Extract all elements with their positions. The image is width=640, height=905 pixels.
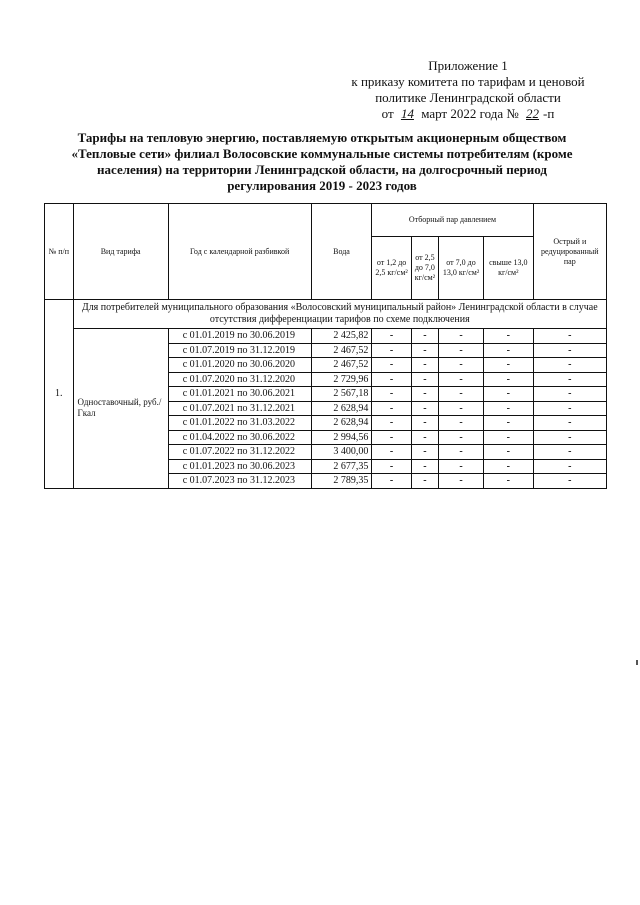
header-sharp: Острый и редуцированный пар bbox=[533, 204, 606, 300]
empty-value-cell: - bbox=[411, 343, 438, 358]
annex-title: Приложение 1 bbox=[428, 58, 508, 73]
empty-value-cell: - bbox=[411, 416, 438, 431]
header-steam-1: от 1,2 до 2,5 кг/см² bbox=[372, 237, 411, 300]
empty-value-cell: - bbox=[372, 445, 411, 460]
empty-value-cell: - bbox=[411, 387, 438, 402]
period-cell: с 01.01.2021 по 30.06.2021 bbox=[168, 387, 311, 402]
empty-value-cell: - bbox=[484, 329, 534, 344]
water-value-cell: 2 628,94 bbox=[311, 401, 372, 416]
header-steam-group: Отборный пар давлением bbox=[372, 204, 533, 237]
annex-order-ref: к приказу комитета по тарифам и ценовой bbox=[351, 74, 585, 89]
empty-value-cell: - bbox=[484, 430, 534, 445]
water-value-cell: 2 628,94 bbox=[311, 416, 372, 431]
header-steam-3: от 7,0 до 13,0 кг/см² bbox=[439, 237, 484, 300]
empty-value-cell: - bbox=[411, 459, 438, 474]
period-cell: с 01.07.2020 по 31.12.2020 bbox=[168, 372, 311, 387]
period-cell: с 01.07.2023 по 31.12.2023 bbox=[168, 474, 311, 489]
empty-value-cell: - bbox=[484, 416, 534, 431]
annex-committee: политике Ленинградской области bbox=[375, 90, 561, 105]
row-index: 1. bbox=[45, 300, 74, 489]
water-value-cell: 2 425,82 bbox=[311, 329, 372, 344]
tariff-table bbox=[44, 203, 607, 489]
empty-value-cell: - bbox=[484, 372, 534, 387]
empty-value-cell: - bbox=[439, 387, 484, 402]
empty-value-cell: - bbox=[439, 358, 484, 373]
empty-value-cell: - bbox=[533, 329, 606, 344]
period-cell: с 01.07.2019 по 31.12.2019 bbox=[168, 343, 311, 358]
water-value-cell: 2 994,56 bbox=[311, 430, 372, 445]
water-value-cell: 2 467,52 bbox=[311, 358, 372, 373]
empty-value-cell: - bbox=[439, 445, 484, 460]
empty-value-cell: - bbox=[439, 343, 484, 358]
water-value-cell: 3 400,00 bbox=[311, 445, 372, 460]
empty-value-cell: - bbox=[533, 474, 606, 489]
empty-value-cell: - bbox=[533, 343, 606, 358]
empty-value-cell: - bbox=[372, 474, 411, 489]
document-title: Тарифы на тепловую энергию, поставляемую открытым акционерным обществом «Тепловые сети» филиал Волосовские коммунальные системы потребителям (кроме населения) на территории Ленинградской области, на долгосрочный период регулирования 2019 - 2023 годов bbox=[71, 130, 573, 193]
period-cell: с 01.01.2020 по 30.06.2020 bbox=[168, 358, 311, 373]
empty-value-cell: - bbox=[439, 459, 484, 474]
empty-value-cell: - bbox=[411, 358, 438, 373]
order-number: 22 bbox=[526, 106, 540, 121]
water-value-cell: 2 567,18 bbox=[311, 387, 372, 402]
empty-value-cell: - bbox=[533, 459, 606, 474]
empty-value-cell: - bbox=[484, 401, 534, 416]
empty-value-cell: - bbox=[439, 372, 484, 387]
margin-mark bbox=[636, 660, 638, 665]
empty-value-cell: - bbox=[533, 401, 606, 416]
header-water: Вода bbox=[311, 204, 372, 300]
period-cell: с 01.01.2019 по 30.06.2019 bbox=[168, 329, 311, 344]
water-value-cell: 2 467,52 bbox=[311, 343, 372, 358]
date-day: 14 bbox=[400, 106, 414, 121]
empty-value-cell: - bbox=[372, 401, 411, 416]
period-cell: с 01.01.2023 по 30.06.2023 bbox=[168, 459, 311, 474]
empty-value-cell: - bbox=[484, 459, 534, 474]
empty-value-cell: - bbox=[411, 329, 438, 344]
empty-value-cell: - bbox=[439, 474, 484, 489]
header-steam-2: от 2,5 до 7,0 кг/см² bbox=[411, 237, 438, 300]
empty-value-cell: - bbox=[372, 358, 411, 373]
empty-value-cell: - bbox=[411, 474, 438, 489]
header-year: Год с календарной разбивкой bbox=[168, 204, 311, 300]
empty-value-cell: - bbox=[533, 387, 606, 402]
empty-value-cell: - bbox=[484, 343, 534, 358]
empty-value-cell: - bbox=[533, 372, 606, 387]
header-type: Вид тарифа bbox=[73, 204, 168, 300]
empty-value-cell: - bbox=[439, 416, 484, 431]
empty-value-cell: - bbox=[533, 445, 606, 460]
date-prefix: от bbox=[381, 106, 394, 121]
empty-value-cell: - bbox=[372, 416, 411, 431]
period-cell: с 01.07.2021 по 31.12.2021 bbox=[168, 401, 311, 416]
annex-block bbox=[338, 58, 598, 122]
empty-value-cell: - bbox=[439, 430, 484, 445]
empty-value-cell: - bbox=[411, 445, 438, 460]
water-value-cell: 2 729,96 bbox=[311, 372, 372, 387]
empty-value-cell: - bbox=[372, 343, 411, 358]
date-suffix: -п bbox=[543, 106, 555, 121]
empty-value-cell: - bbox=[439, 329, 484, 344]
empty-value-cell: - bbox=[484, 387, 534, 402]
water-value-cell: 2 677,35 bbox=[311, 459, 372, 474]
tariff-type: Одноставочный, руб./Гкал bbox=[73, 329, 168, 489]
empty-value-cell: - bbox=[533, 358, 606, 373]
water-value-cell: 2 789,35 bbox=[311, 474, 372, 489]
period-cell: с 01.04.2022 по 30.06.2022 bbox=[168, 430, 311, 445]
period-cell: с 01.01.2022 по 31.03.2022 bbox=[168, 416, 311, 431]
period-cell: с 01.07.2022 по 31.12.2022 bbox=[168, 445, 311, 460]
empty-value-cell: - bbox=[533, 430, 606, 445]
date-mid: март 2022 года № bbox=[421, 106, 519, 121]
empty-value-cell: - bbox=[411, 430, 438, 445]
empty-value-cell: - bbox=[484, 474, 534, 489]
header-num: № п/п bbox=[45, 204, 74, 300]
empty-value-cell: - bbox=[372, 372, 411, 387]
empty-value-cell: - bbox=[372, 430, 411, 445]
annex-date-line bbox=[338, 106, 598, 122]
empty-value-cell: - bbox=[372, 387, 411, 402]
table-row bbox=[45, 329, 607, 344]
empty-value-cell: - bbox=[484, 358, 534, 373]
empty-value-cell: - bbox=[439, 401, 484, 416]
empty-value-cell: - bbox=[411, 372, 438, 387]
header-steam-4: свыше 13,0 кг/см² bbox=[484, 237, 534, 300]
empty-value-cell: - bbox=[411, 401, 438, 416]
empty-value-cell: - bbox=[372, 459, 411, 474]
empty-value-cell: - bbox=[533, 416, 606, 431]
empty-value-cell: - bbox=[372, 329, 411, 344]
empty-value-cell: - bbox=[484, 445, 534, 460]
group-label: Для потребителей муниципального образования «Волосовский муниципальный район» Ленинградской области в случае отсутствия дифференциации тарифов по схеме подключения bbox=[73, 300, 606, 329]
